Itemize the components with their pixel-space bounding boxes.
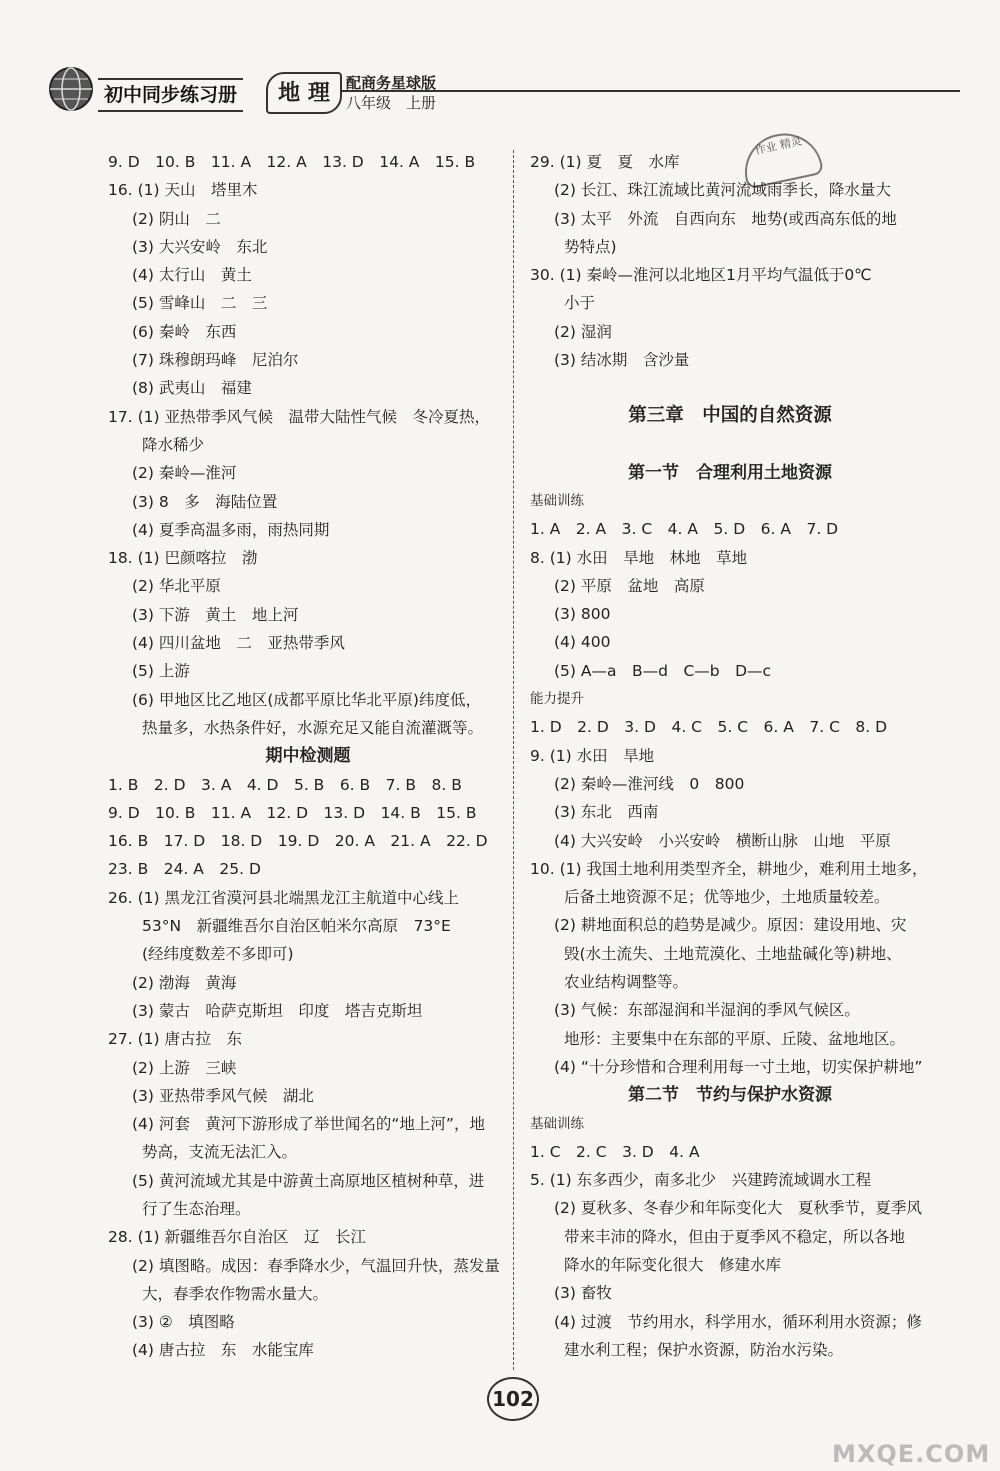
- answer-line: 1. B 2. D 3. A 4. D 5. B 6. B 7. B 8. B: [108, 775, 462, 794]
- column-divider: [513, 150, 514, 1370]
- page-number: 102: [487, 1377, 539, 1421]
- sub-label: 基础训练: [530, 492, 584, 509]
- answer-line: 28. (1) 新疆维吾尔自治区 辽 长江: [108, 1228, 366, 1247]
- answer-line: 势高，支流无法汇入。: [142, 1143, 298, 1162]
- answer-line: (4) “十分珍惜和合理利用每一寸土地，切实保护耕地”: [554, 1057, 923, 1076]
- answer-line: (3) 畜牧: [554, 1284, 612, 1303]
- answer-line: (8) 武夷山 福建: [132, 379, 252, 398]
- answer-line: 10. (1) 我国土地利用类型齐全，耕地少，难利用土地多，: [530, 859, 928, 878]
- answer-line: (4) 夏季高温多雨，雨热同期: [132, 520, 330, 539]
- answer-line: (3) 亚热带季风气候 湖北: [132, 1086, 314, 1105]
- answer-line: 大，春季农作物需水量大。: [142, 1284, 329, 1303]
- answer-line: 27. (1) 唐古拉 东: [108, 1030, 242, 1049]
- answer-line: (3) 东北 西南: [554, 803, 659, 822]
- spacer: [530, 374, 930, 402]
- answer-line: (3) 蒙古 哈萨克斯坦 印度 塔吉克斯坦: [132, 1001, 423, 1020]
- subject-badge: 地 理: [266, 72, 342, 114]
- answer-line: 9. D 10. B 11. A 12. A 13. D 14. A 15. B: [108, 153, 476, 171]
- answer-line: 农业结构调整等。: [564, 973, 689, 992]
- answer-line: 9. D 10. B 11. A 12. D 13. D 14. B 15. B: [108, 803, 477, 822]
- answer-line: (6) 甲地区比乙地区(成都平原比华北平原)纬度低，: [132, 690, 481, 709]
- answer-line: (2) 上游 三峡: [132, 1058, 237, 1077]
- answer-line: (2) 填图略。成因：春季降水少，气温回升快，蒸发量: [132, 1256, 500, 1275]
- answer-line: 后备土地资源不足；优等地少，土地质量较差。: [564, 888, 890, 907]
- answer-line: (2) 阴山 二: [132, 209, 221, 228]
- grade-label: 八年级 上册: [346, 94, 437, 112]
- watermark: MXQE.COM: [832, 1440, 991, 1468]
- answer-line: (4) 大兴安岭 小兴安岭 横断山脉 山地 平原: [554, 831, 891, 850]
- section-heading: 第一节 合理利用土地资源: [628, 462, 832, 483]
- answer-line: (5) A—a B—d C—b D—c: [554, 661, 772, 680]
- edition-label: 配商务星球版: [346, 74, 437, 92]
- answer-line: (2) 平原 盆地 高原: [554, 576, 705, 595]
- answer-line: (3) 下游 黄土 地上河: [132, 605, 299, 624]
- answer-line: 行了生态治理。: [142, 1199, 251, 1218]
- answer-line: (2) 华北平原: [132, 577, 221, 596]
- answer-line: 降水的年际变化很大 修建水库: [564, 1255, 782, 1274]
- chapter-heading: 第三章 中国的自然资源: [628, 405, 832, 427]
- answer-line: 地形：主要集中在东部的平原、丘陵、盆地地区。: [564, 1029, 906, 1048]
- answer-line: 16. (1) 天山 塔里木: [108, 181, 258, 200]
- answer-line: 1. C 2. C 3. D 4. A: [530, 1142, 700, 1161]
- answer-line: 53°N 新疆维吾尔自治区帕米尔高原 73°E: [142, 917, 451, 936]
- section-heading: 第二节 节约与保护水资源: [628, 1085, 832, 1106]
- answer-line: 热量多，水热条件好，水源充足又能自流灌溉等。: [142, 718, 484, 737]
- answer-line: 1. D 2. D 3. D 4. C 5. C 6. A 7. C 8. D: [530, 718, 888, 737]
- stamp: 作业 精灵: [738, 126, 824, 189]
- answer-line: (5) 雪峰山 二 三: [132, 294, 268, 313]
- answer-line: (4) 唐古拉 东 水能宝库: [132, 1341, 314, 1360]
- answer-line: 降水稀少: [142, 435, 205, 454]
- answer-line: 29. (1) 夏 夏 水库: [530, 153, 680, 171]
- answer-line: (6) 秦岭 东西: [132, 322, 237, 341]
- answer-line: 18. (1) 巴颜喀拉 渤: [108, 549, 258, 568]
- answer-line: (3) 大兴安岭 东北: [132, 237, 268, 256]
- answer-line: (3) 结冰期 含沙量: [554, 351, 690, 370]
- answer-line: 势特点): [564, 237, 617, 256]
- answer-line: (3) 气候：东部湿润和半湿润的季风气候区。: [554, 1001, 860, 1020]
- left-column: [108, 148, 508, 1365]
- globe-icon: [48, 66, 94, 112]
- answer-line: (3) 8 多 海陆位置: [132, 492, 278, 511]
- answer-line: (3) ② 填图略: [132, 1313, 235, 1332]
- answer-line: (5) 上游: [132, 662, 190, 681]
- answer-line: 17. (1) 亚热带季风气候 温带大陆性气候 冬冷夏热，: [108, 407, 490, 426]
- answer-line: (2) 长江、珠江流域比黄河流域雨季长，降水量大: [554, 181, 891, 200]
- answer-line: 23. B 24. A 25. D: [108, 860, 261, 879]
- answer-line: (2) 秦岭—淮河: [132, 464, 237, 483]
- series-title: 初中同步练习册: [98, 78, 243, 112]
- answer-line: 16. B 17. D 18. D 19. D 20. A 21. A 22. D: [108, 832, 488, 851]
- answer-line: (2) 夏秋多、冬春少和年际变化大 夏秋季节，夏季风: [554, 1199, 922, 1218]
- page-header: [40, 66, 970, 126]
- sub-label: 能力提升: [530, 691, 584, 708]
- answer-line: 9. (1) 水田 旱地: [530, 746, 655, 765]
- answer-line: (7) 珠穆朗玛峰 尼泊尔: [132, 351, 299, 370]
- answer-line: (3) 太平 外流 自西向东 地势(或西高东低的地: [554, 209, 897, 228]
- answer-line: 小于: [564, 294, 596, 313]
- answer-line: 26. (1) 黑龙江省漠河县北端黑龙江主航道中心线上: [108, 888, 459, 907]
- answer-line: (2) 耕地面积总的趋势是减少。原因：建设用地、灾: [554, 916, 907, 935]
- midterm-heading: 期中检测题: [265, 746, 351, 767]
- answer-line: 5. (1) 东多西少，南多北少 兴建跨流域调水工程: [530, 1171, 872, 1190]
- answer-line: 1. A 2. A 3. C 4. A 5. D 6. A 7. D: [530, 520, 839, 539]
- answer-line: (3) 800: [554, 605, 611, 624]
- answer-line: 毁(水土流失、土地荒漠化、土地盐碱化等)耕地、: [564, 944, 902, 963]
- answer-line: (4) 四川盆地 二 亚热带季风: [132, 634, 345, 653]
- answer-line: (经纬度数差不多即可): [142, 945, 294, 964]
- answer-line: 30. (1) 秦岭—淮河以北地区1月平均气温低于0℃: [530, 266, 872, 285]
- answer-line: 带来丰沛的降水，但由于夏季风不稳定，所以各地: [564, 1227, 906, 1246]
- answer-line: 建水利工程；保护水资源，防治水污染。: [564, 1340, 844, 1359]
- answer-line: (2) 渤海 黄海: [132, 973, 237, 992]
- answer-line: (2) 秦岭—淮河线 0 800: [554, 774, 745, 793]
- answer-line: 8. (1) 水田 旱地 林地 草地: [530, 548, 748, 567]
- sub-label: 基础训练: [530, 1115, 584, 1132]
- answer-line: (4) 河套 黄河下游形成了举世闻名的“地上河”，地: [132, 1115, 485, 1134]
- right-column: [530, 148, 930, 1364]
- answer-line: (4) 过渡 节约用水，科学用水，循环利用水资源；修: [554, 1312, 922, 1331]
- answer-line: (4) 400: [554, 633, 611, 652]
- answer-line: (2) 湿润: [554, 322, 612, 341]
- answer-line: (5) 黄河流域尤其是中游黄土高原地区植树种草，进: [132, 1171, 485, 1190]
- answer-line: (4) 太行山 黄土: [132, 266, 252, 285]
- spacer: [530, 431, 930, 459]
